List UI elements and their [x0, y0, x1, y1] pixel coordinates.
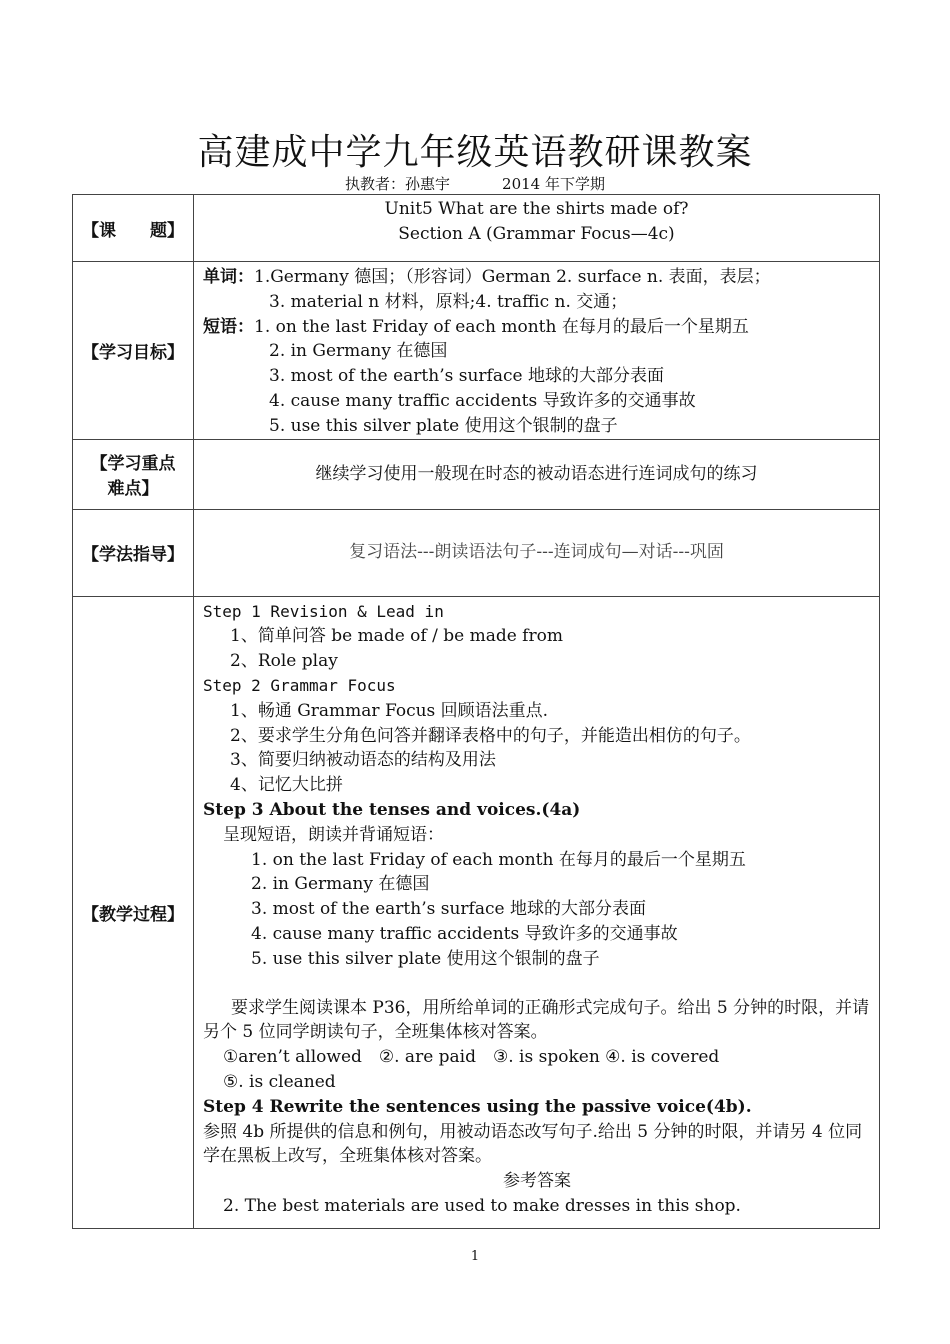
- row-topic: [73, 195, 880, 262]
- words-line-1: 单词：1.Germany 德国；（形容词）German 2. surface n. 表面，表层；: [203, 267, 771, 287]
- step3-phrase-4: 4. cause many traffic accidents 导致许多的交通事故: [251, 923, 678, 944]
- step1-item-2: 2、Role play: [230, 651, 338, 672]
- row-method: [73, 509, 880, 596]
- step4-answer-2: 2. The best materials are used to make dresses in this shop.: [223, 1195, 741, 1216]
- step2-item-3: 3、简要归纳被动语态的结构及用法: [230, 750, 496, 771]
- page-number: 1: [470, 1249, 480, 1264]
- objectives-content: [194, 262, 880, 440]
- step3-phrase-2: 2. in Germany 在德国: [251, 874, 430, 895]
- step3-answers-2: ⑤. is cleaned: [223, 1071, 336, 1092]
- phrase-line-5: 5. use this silver plate 使用这个银制的盘子: [269, 415, 618, 436]
- step2-item-2: 2、要求学生分角色问答并翻译表格中的句子，并能造出相仿的句子。: [230, 725, 751, 746]
- method-text: 复习语法---朗读语法句子---连词成句—对话---巩固: [194, 509, 880, 596]
- phrases-tag: 短语：: [203, 316, 254, 337]
- key-points-label: 【学习重点 难点】: [73, 439, 194, 509]
- step1-item-1: 1、简单问答 be made of / be made from: [230, 626, 563, 647]
- step3-answers-1: ①aren’t allowed ②. are paid ③. is spoken ④. is covered: [223, 1047, 720, 1068]
- phrase-line-1: 短语：1. on the last Friday of each month 在每月的最后一个星期五: [203, 316, 749, 337]
- row-objectives: [73, 262, 880, 440]
- step3-phrase-5: 5. use this silver plate 使用这个银制的盘子: [251, 948, 600, 969]
- document-subtitle: [0, 173, 950, 194]
- teacher-line: 执教者：孙惠宇: [345, 175, 451, 193]
- document-title: 高建成中学九年级英语教研课教案: [197, 132, 753, 173]
- step4-task: 参照 4b 所提供的信息和例句，用被动语态改写句子.给出 5 分钟的时限，并请另 4 位同学在黑板上改写，全班集体核对答案。: [203, 1121, 863, 1167]
- step1-heading: Step 1 Revision & Lead in: [203, 601, 444, 621]
- step3-task: 要求学生阅读课本 P36，用所给单词的正确形式完成句子。给出 5 分钟的时限，并请另个 5 位同学朗读句子，全班集体核对答案。: [203, 997, 870, 1043]
- phrase-line-4: 4. cause many traffic accidents 导致许多的交通事故: [269, 390, 696, 411]
- topic-line-1: Unit5 What are the shirts made of?: [384, 199, 689, 219]
- row-key-points: [73, 439, 880, 509]
- step2-item-4: 4、记忆大比拼: [230, 775, 343, 796]
- step3-intro: 呈现短语，朗读并背诵短语：: [223, 824, 444, 845]
- step4-reference-heading: 参考答案: [503, 1171, 571, 1192]
- objectives-label: 【学习目标】: [73, 262, 194, 440]
- step2-item-1: 1、畅通 Grammar Focus 回顾语法重点.: [230, 700, 549, 721]
- row-process: [73, 596, 880, 1228]
- lesson-plan-table: [72, 194, 880, 1229]
- process-content: [194, 596, 880, 1228]
- key-points-text: 继续学习使用一般现在时态的被动语态进行连词成句的练习: [194, 439, 880, 509]
- phrase-line-3: 3. most of the earth’s surface 地球的大部分表面: [269, 366, 664, 387]
- words-line-2: 3. material n 材料，原料;4. traffic n. 交通；: [269, 291, 628, 312]
- method-label: 【学法指导】: [73, 509, 194, 596]
- step3-heading: Step 3 About the tenses and voices.(4a): [203, 799, 581, 820]
- process-label: 【教学过程】: [73, 596, 194, 1228]
- term-line: 2014 年下学期: [502, 175, 605, 193]
- step3-phrase-3: 3. most of the earth’s surface 地球的大部分表面: [251, 899, 646, 920]
- phrase-line-2: 2. in Germany 在德国: [269, 341, 448, 362]
- step3-phrase-1: 1. on the last Friday of each month 在每月的最后一个星期五: [251, 849, 746, 870]
- step2-heading: Step 2 Grammar Focus: [203, 675, 396, 695]
- topic-content: [194, 195, 880, 262]
- step4-heading: Step 4 Rewrite the sentences using the passive voice(4b).: [203, 1096, 752, 1117]
- topic-label: 【课 题】: [73, 195, 194, 262]
- topic-line-2: Section A (Grammar Focus—4c): [398, 223, 675, 244]
- words-tag: 单词：: [203, 267, 254, 287]
